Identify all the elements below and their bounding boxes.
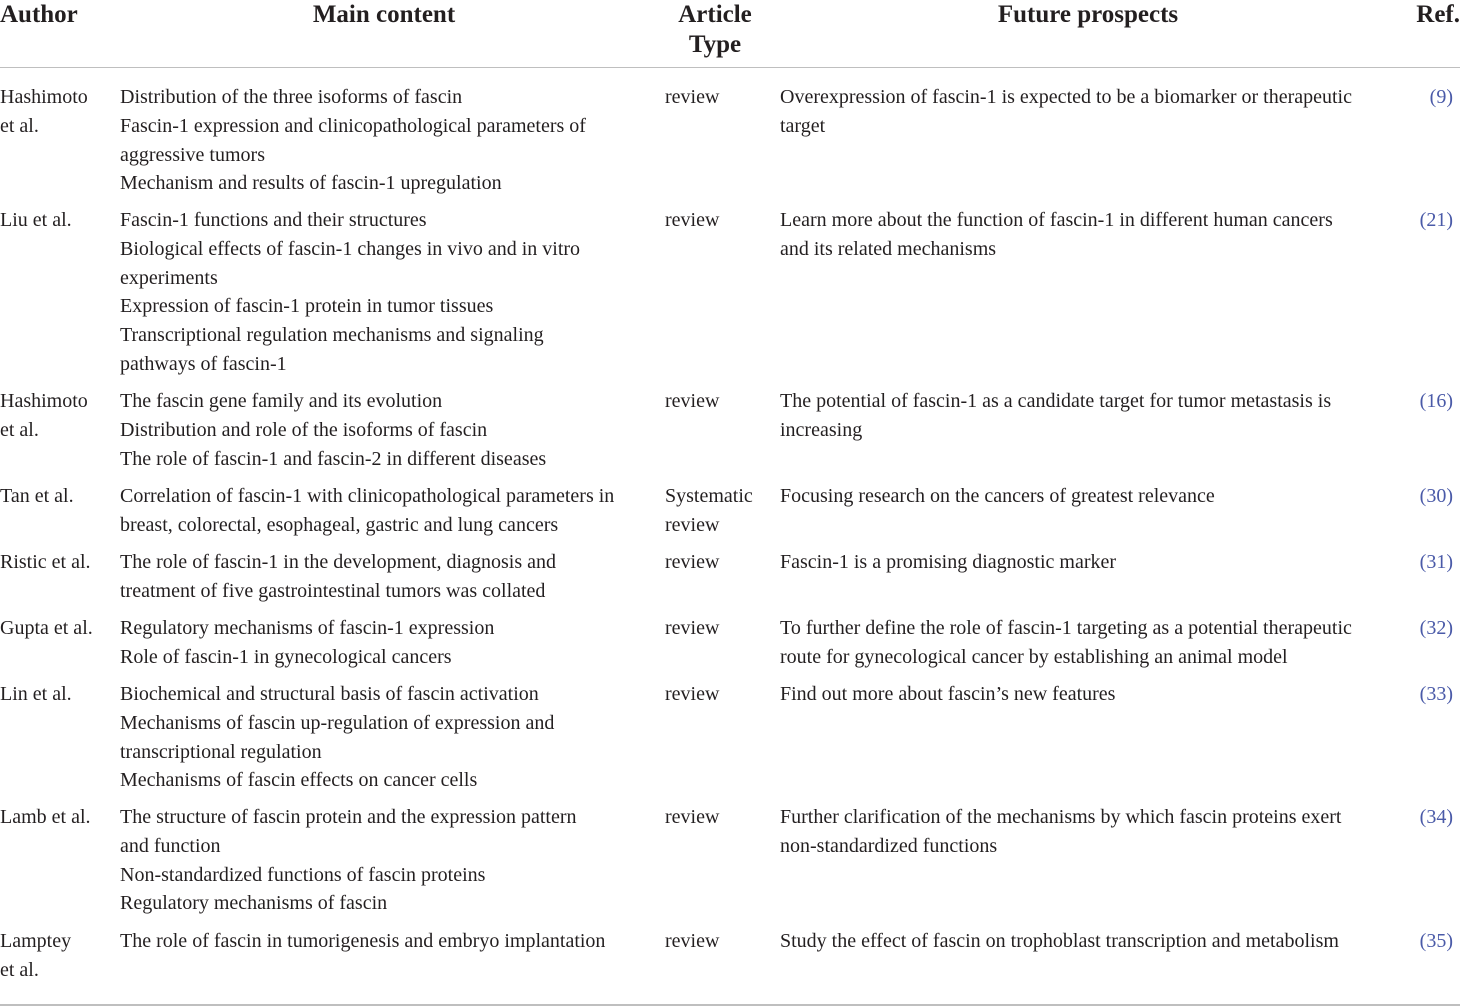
- cell-article-type: [665, 614, 765, 643]
- cell-article-type-line: review: [665, 86, 720, 108]
- cell-author: [0, 387, 108, 445]
- cell-article-type: [665, 680, 765, 709]
- cell-future-prospects-line: Focusing research on the cancers of greatest relevance: [780, 485, 1215, 507]
- header-future-prospects: Future prospects: [997, 1, 1179, 28]
- cell-article-type-line: review: [665, 683, 720, 705]
- cell-future-prospects: [780, 548, 1402, 577]
- cell-future-prospects: [780, 83, 1402, 141]
- cell-author-line: Ristic et al.: [0, 551, 91, 573]
- reference-link[interactable]: (30): [1419, 485, 1453, 507]
- cell-main-content-line: The fascin gene family and its evolution: [120, 390, 443, 412]
- header-divider: [0, 67, 1460, 68]
- cell-article-type: [665, 927, 765, 956]
- cell-future-prospects-line: target: [780, 114, 826, 137]
- cell-future-prospects-line: Further clarification of the mechanisms by which fascin proteins exert: [780, 806, 1342, 828]
- reference-link[interactable]: (21): [1419, 209, 1453, 231]
- cell-article-type: [665, 803, 765, 832]
- cell-future-prospects-line: and its related mechanisms: [780, 237, 997, 260]
- reference-link[interactable]: (33): [1419, 683, 1453, 705]
- reference-link[interactable]: (31): [1419, 551, 1453, 573]
- reference-link[interactable]: (35): [1419, 930, 1453, 952]
- cell-main-content: [120, 206, 650, 379]
- reference-link[interactable]: (16): [1419, 390, 1453, 412]
- header-author: Author: [0, 1, 78, 28]
- cell-author-line: Liu et al.: [0, 209, 72, 231]
- cell-main-content-line: Mechanisms of fascin effects on cancer cells: [120, 769, 478, 792]
- cell-future-prospects-line: increasing: [780, 418, 863, 441]
- cell-main-content-line: experiments: [120, 266, 218, 289]
- cell-author: [0, 803, 108, 832]
- cell-main-content-line: Non-standardized functions of fascin proteins: [120, 863, 486, 886]
- cell-main-content-line: pathways of fascin-1: [120, 352, 287, 375]
- cell-main-content: [120, 680, 650, 795]
- cell-main-content: [120, 482, 650, 540]
- cell-author: [0, 206, 108, 235]
- cell-future-prospects-line: Learn more about the function of fascin-1 in different human cancers: [780, 209, 1333, 231]
- cell-main-content-line: The role of fascin-1 in the development, diagnosis and: [120, 551, 556, 573]
- reference-link[interactable]: (34): [1419, 806, 1453, 828]
- cell-article-type-line: Systematic: [665, 485, 753, 507]
- cell-future-prospects-line: non-standardized functions: [780, 834, 998, 857]
- cell-main-content: [120, 927, 650, 956]
- cell-main-content-line: treatment of five gastrointestinal tumors was collated: [120, 579, 546, 602]
- table-bottom-rule: [0, 1004, 1460, 1006]
- cell-main-content-line: Fascin-1 functions and their structures: [120, 209, 427, 231]
- cell-main-content-line: The role of fascin-1 and fascin-2 in different diseases: [120, 447, 547, 470]
- cell-main-content: [120, 803, 650, 918]
- cell-main-content-line: Fascin-1 expression and clinicopathological parameters of: [120, 114, 586, 137]
- cell-article-type-line: review: [665, 209, 720, 231]
- header-main-content: Main content: [312, 1, 456, 28]
- cell-author-line: Lamptey: [0, 930, 72, 952]
- cell-future-prospects-line: The potential of fascin-1 as a candidate target for tumor metastasis is: [780, 390, 1332, 412]
- cell-author: [0, 614, 108, 643]
- cell-author-line: Lamb et al.: [0, 806, 91, 828]
- cell-future-prospects-line: Find out more about fascin’s new features: [780, 683, 1116, 705]
- cell-author: [0, 83, 108, 141]
- cell-main-content-line: transcriptional regulation: [120, 740, 322, 763]
- cell-main-content-line: The role of fascin in tumorigenesis and embryo implantation: [120, 930, 606, 952]
- reference-link[interactable]: (32): [1419, 617, 1453, 639]
- cell-author: [0, 548, 108, 577]
- cell-main-content-line: Expression of fascin-1 protein in tumor tissues: [120, 295, 494, 318]
- header-article-type-line2: Type: [688, 31, 742, 58]
- cell-author-line: Hashimoto: [0, 390, 88, 412]
- cell-main-content-line: aggressive tumors: [120, 143, 265, 166]
- cell-future-prospects-line: To further define the role of fascin-1 targeting as a potential therapeutic: [780, 617, 1352, 639]
- cell-main-content-line: Biological effects of fascin-1 changes in vivo and in vitro: [120, 237, 581, 260]
- cell-article-type-line: review: [665, 930, 720, 952]
- cell-author-line: et al.: [0, 958, 39, 981]
- cell-main-content-line: Role of fascin-1 in gynecological cancers: [120, 645, 452, 668]
- cell-main-content-line: Correlation of fascin-1 with clinicopathological parameters in: [120, 485, 615, 507]
- cell-main-content: [120, 83, 650, 198]
- cell-article-type-line: review: [665, 806, 720, 828]
- cell-article-type: [665, 548, 765, 577]
- cell-main-content: [120, 614, 650, 672]
- cell-author: [0, 482, 108, 511]
- cell-future-prospects: [780, 614, 1402, 672]
- cell-future-prospects: [780, 803, 1402, 861]
- cell-article-type-line: review: [665, 390, 720, 412]
- cell-author-line: Hashimoto: [0, 86, 88, 108]
- cell-main-content-line: breast, colorectal, esophageal, gastric and lung cancers: [120, 513, 559, 536]
- cell-main-content-line: Mechanism and results of fascin-1 upregulation: [120, 172, 502, 195]
- cell-main-content-line: Regulatory mechanisms of fascin: [120, 892, 388, 915]
- cell-future-prospects-line: Study the effect of fascin on trophoblast transcription and metabolism: [780, 930, 1339, 952]
- cell-future-prospects: [780, 206, 1402, 264]
- cell-main-content: [120, 548, 650, 606]
- cell-article-type: [665, 206, 765, 235]
- cell-main-content-line: Regulatory mechanisms of fascin-1 expression: [120, 617, 495, 639]
- cell-article-type: [665, 83, 765, 112]
- cell-article-type-line: review: [665, 551, 720, 573]
- reference-link[interactable]: (9): [1429, 86, 1453, 108]
- header-article-type: [665, 0, 765, 60]
- cell-author-line: Gupta et al.: [0, 617, 93, 639]
- cell-future-prospects: [780, 927, 1402, 956]
- cell-author: [0, 680, 108, 709]
- cell-main-content-line: The structure of fascin protein and the expression pattern: [120, 806, 577, 828]
- cell-future-prospects: [780, 387, 1402, 445]
- cell-author-line: et al.: [0, 114, 39, 137]
- cell-main-content-line: Distribution and role of the isoforms of fascin: [120, 418, 488, 441]
- cell-article-type-line: review: [665, 513, 720, 536]
- cell-main-content-line: Distribution of the three isoforms of fascin: [120, 86, 463, 108]
- cell-future-prospects: [780, 482, 1402, 511]
- cell-article-type: [665, 387, 765, 416]
- header-article-type-line1: Article: [678, 1, 752, 28]
- cell-author: [0, 927, 108, 985]
- cell-main-content-line: Mechanisms of fascin up-regulation of expression and: [120, 711, 555, 734]
- cell-author-line: et al.: [0, 418, 39, 441]
- cell-future-prospects-line: Overexpression of fascin-1 is expected to be a biomarker or therapeutic: [780, 86, 1352, 108]
- cell-author-line: Lin et al.: [0, 683, 72, 705]
- cell-author-line: Tan et al.: [0, 485, 74, 507]
- header-ref: Ref.: [1416, 1, 1460, 28]
- cell-main-content: [120, 387, 650, 473]
- cell-main-content-line: and function: [120, 834, 221, 857]
- cell-future-prospects-line: Fascin-1 is a promising diagnostic marker: [780, 551, 1117, 573]
- cell-main-content-line: Transcriptional regulation mechanisms and signaling: [120, 324, 544, 347]
- cell-future-prospects-line: route for gynecological cancer by establishing an animal model: [780, 645, 1288, 668]
- cell-article-type: [665, 482, 765, 540]
- cell-article-type-line: review: [665, 617, 720, 639]
- cell-main-content-line: Biochemical and structural basis of fascin activation: [120, 683, 539, 705]
- cell-future-prospects: [780, 680, 1402, 709]
